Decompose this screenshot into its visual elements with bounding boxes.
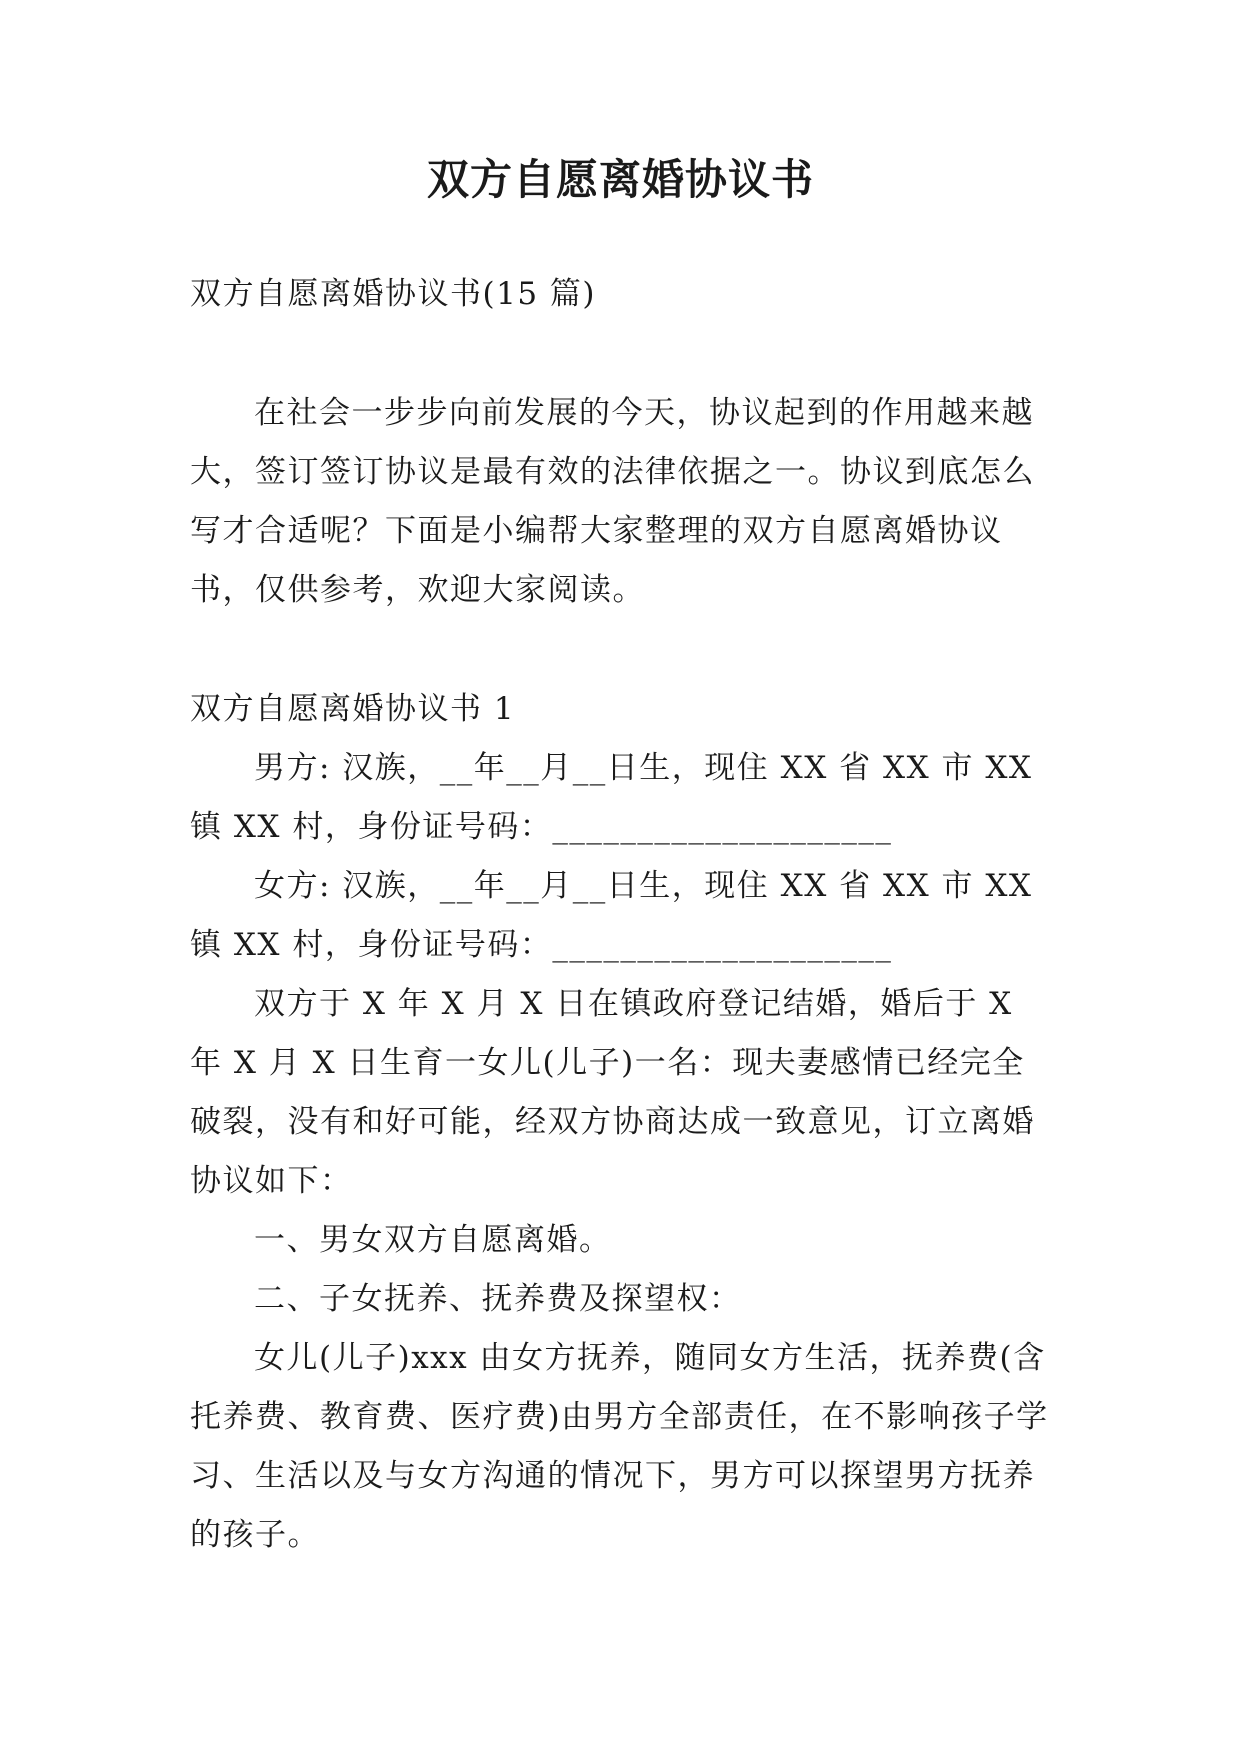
custody-paragraph: 女儿(儿子)xxx 由女方抚养，随同女方生活，抚养费(含托养费、教育费、医疗费)由男方全部责任，在不影响孩子学习、生活以及与女方沟通的情况下，男方可以探望男方抚养的孩子。: [190, 1340, 1049, 1553]
male-party-paragraph: 男方: 汉族，__年__月__日生，现住 XX 省 XX 市 XX 镇 XX 村，身份证号码：____________________: [190, 750, 1033, 845]
intro-paragraph: 在社会一步步向前发展的今天，协议起到的作用越来越大，签订签订协议是最有效的法律依据之一。协议到底怎么写才合适呢？下面是小编帮大家整理的双方自愿离婚协议书，仅供参考，欢迎大家阅读。: [190, 395, 1035, 608]
document-subtitle: 双方自愿离婚协议书(15 篇): [190, 276, 596, 312]
spacer: [190, 620, 1050, 680]
clause-2-heading: 二、子女抚养、抚养费及探望权：: [254, 1281, 742, 1317]
section-heading: 双方自愿离婚协议书 1: [190, 691, 516, 727]
female-party-paragraph: 女方: 汉族，__年__月__日生，现住 XX 省 XX 市 XX 镇 XX 村，身份证号码：____________________: [190, 868, 1033, 963]
document-title: 双方自愿离婚协议书: [426, 155, 814, 204]
marriage-status-paragraph: 双方于 X 年 X 月 X 日在镇政府登记结婚，婚后于 X 年 X 月 X 日生育一女儿(儿子)一名：现夫妻感情已经完全破裂，没有和好可能，经双方协商达成一致意见，订立离婚协议如下：: [190, 986, 1035, 1199]
clause-1: 一、男女双方自愿离婚。: [254, 1222, 612, 1258]
document-body: [190, 265, 1050, 1565]
spacer: [190, 324, 1050, 384]
